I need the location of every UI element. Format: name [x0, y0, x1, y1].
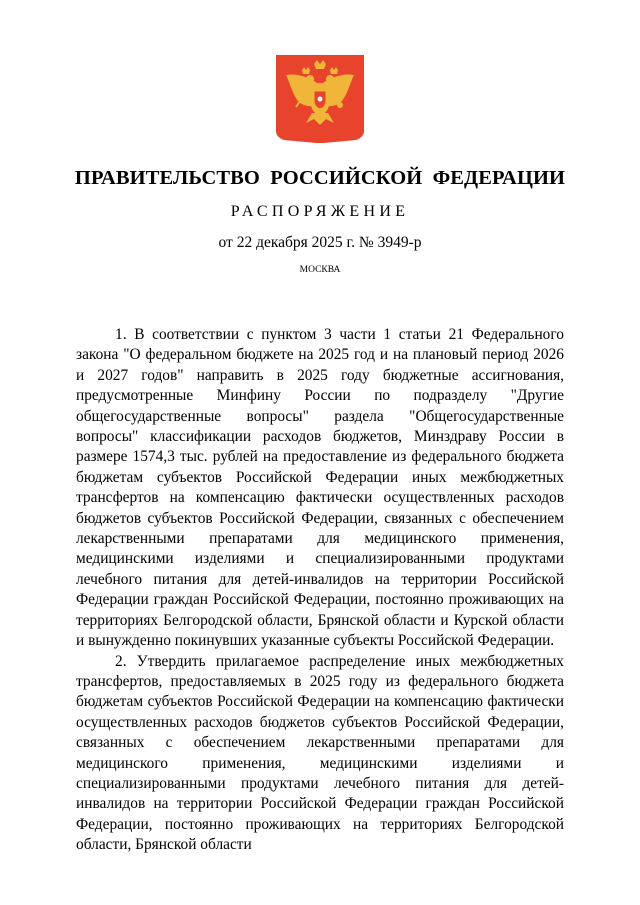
document-type: РАСПОРЯЖЕНИЕ [230, 203, 410, 220]
coat-of-arms-icon [276, 55, 364, 143]
document-body [76, 325, 564, 856]
document-date-number: от 22 декабря 2025 г. № 3949-р [218, 234, 422, 251]
paragraph-2: 2. Утвердить прилагаемое распределение иных межбюджетных трансфертов, предоставляемых в 2025 году из федерального бюджета бюджетам субъектов Российской Федерации на компенсацию фактически осуществленных расходов бюджетов субъектов Российской Федерации, связанных с обеспечением лекарственными препаратами для медицинского применения, медицинскими изделиями и специализированными продуктами лечебного питания для детей-инвалидов на территории Российской Федерации граждан Российской Федерации, постоянно проживающих на территориях Белгородской области, Брянской области [76, 652, 564, 854]
document-city: МОСКВА [299, 265, 341, 275]
paragraph-1: 1. В соответствии с пунктом 3 части 1 статьи 21 Федерального закона "О федеральном бюджете на 2025 год и на плановый период 2026 и 2027 годов" направить в 2025 году бюджетные ассигнования, предусмотренные Минфину России по подразделу "Другие общегосударственные вопросы" раздела "Общегосударственные вопросы" классификации расходов бюджетов, Минздраву России в размере 1574,3 тыс. рублей на предоставление из федерального бюджета бюджетам субъектов Российской Федерации иных межбюджетных трансфертов на компенсацию фактически осуществленных расходов бюджетов субъектов Российской Федерации, связанных с обеспечением лекарственными препаратами для медицинского применения, медицинскими изделиями и специализированными продуктами лечебного питания для детей-инвалидов на территории Российской Федерации граждан Российской Федерации, постоянно проживающих на территориях Белгородской области, Брянской области и Курской области и вынужденно покинувших указанные субъекты Российской Федерации. [76, 326, 564, 650]
government-title: ПРАВИТЕЛЬСТВО РОССИЙСКОЙ ФЕДЕРАЦИИ [74, 167, 566, 189]
